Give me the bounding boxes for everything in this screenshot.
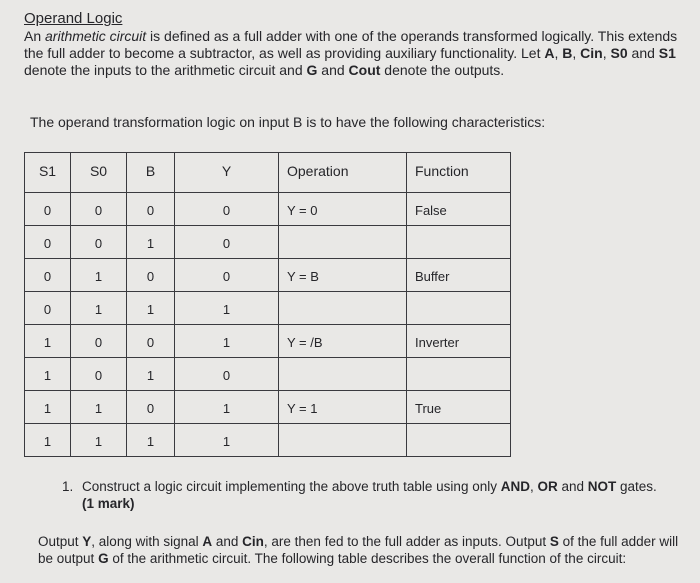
cell-operation <box>279 358 407 391</box>
outro-text: of the full adder will be output <box>38 534 679 566</box>
intro-bold: Cout <box>348 62 381 78</box>
cell-s0: 1 <box>71 259 127 292</box>
intro-bold: G <box>306 62 318 78</box>
intro-text: , <box>572 45 581 61</box>
intro-bold: A <box>544 45 555 61</box>
cell-y: 1 <box>175 424 279 457</box>
header-function: Function <box>407 153 511 193</box>
intro-bold: S1 <box>658 45 676 61</box>
truth-table <box>24 152 511 457</box>
cell-operation <box>279 424 407 457</box>
intro-text: denote the outputs. <box>380 62 505 78</box>
cell-operation: Y = B <box>279 259 407 292</box>
table-row <box>25 424 511 457</box>
outro-text: of the arithmetic circuit. The following table describes the overall function of the circuit: <box>108 551 627 566</box>
cell-s0: 1 <box>71 292 127 325</box>
cell-function <box>407 358 511 391</box>
table-row <box>25 259 511 292</box>
table-row <box>25 193 511 226</box>
cell-b: 1 <box>127 292 175 325</box>
table-lead-text: The operand transformation logic on input B is to have the following characteristics: <box>30 114 546 130</box>
cell-b: 0 <box>127 259 175 292</box>
question-bold: OR <box>537 479 558 494</box>
outro-text: and <box>212 534 243 549</box>
cell-b: 0 <box>127 193 175 226</box>
question-text: , <box>529 479 538 494</box>
question-bold: AND <box>500 479 530 494</box>
intro-text: , <box>554 45 563 61</box>
cell-b: 1 <box>127 424 175 457</box>
header-operation: Operation <box>279 153 407 193</box>
intro-text: is defined as a full adder with one of the operands transformed logically. This extends the full adder to become a subtractor, as well as providing auxiliary functionality. Let <box>24 28 678 61</box>
intro-bold: Cin <box>580 45 603 61</box>
cell-function: False <box>407 193 511 226</box>
cell-y: 1 <box>175 292 279 325</box>
cell-operation <box>279 226 407 259</box>
cell-s1: 0 <box>25 259 71 292</box>
table-row <box>25 226 511 259</box>
table-row <box>25 292 511 325</box>
header-s0: S0 <box>71 153 127 193</box>
cell-y: 0 <box>175 358 279 391</box>
outro-bold: Cin <box>242 534 264 549</box>
cell-y: 1 <box>175 325 279 358</box>
question-bold: NOT <box>587 479 617 494</box>
question-text: Construct a logic circuit implementing the above truth table using only <box>82 479 501 494</box>
intro-paragraph <box>24 28 696 79</box>
outro-bold: G <box>98 551 109 566</box>
header-b: B <box>127 153 175 193</box>
cell-s0: 0 <box>71 358 127 391</box>
outro-bold: S <box>549 534 559 549</box>
outro-text: , are then fed to the full adder as inputs. Output <box>263 534 550 549</box>
intro-text: and <box>627 45 659 61</box>
question-text: gates. <box>616 479 657 494</box>
table-row <box>25 358 511 391</box>
intro-emphasis: arithmetic circuit <box>45 28 147 44</box>
intro-text: , <box>602 45 611 61</box>
header-y: Y <box>175 153 279 193</box>
outro-bold: A <box>202 534 213 549</box>
cell-operation: Y = 0 <box>279 193 407 226</box>
cell-y: 0 <box>175 193 279 226</box>
cell-s1: 0 <box>25 226 71 259</box>
cell-s1: 0 <box>25 193 71 226</box>
cell-s1: 1 <box>25 325 71 358</box>
cell-s0: 1 <box>71 391 127 424</box>
cell-s1: 1 <box>25 358 71 391</box>
intro-bold: S0 <box>610 45 628 61</box>
cell-s1: 0 <box>25 292 71 325</box>
cell-y: 0 <box>175 259 279 292</box>
question-number: 1. <box>62 479 74 494</box>
cell-function <box>407 226 511 259</box>
table-row <box>25 391 511 424</box>
cell-function <box>407 292 511 325</box>
cell-s0: 0 <box>71 325 127 358</box>
section-title: Operand Logic <box>24 10 123 27</box>
cell-s1: 1 <box>25 391 71 424</box>
outro-bold: Y <box>82 534 92 549</box>
cell-operation: Y = 1 <box>279 391 407 424</box>
cell-b: 0 <box>127 325 175 358</box>
cell-function <box>407 424 511 457</box>
cell-s0: 1 <box>71 424 127 457</box>
header-s1: S1 <box>25 153 71 193</box>
outro-text: , along with signal <box>91 534 203 549</box>
cell-function: Buffer <box>407 259 511 292</box>
cell-function: True <box>407 391 511 424</box>
question-mark: (1 mark) <box>82 496 135 511</box>
intro-text: denote the inputs to the arithmetic circuit and <box>24 62 307 78</box>
outro-text: Output <box>38 534 83 549</box>
question-text: and <box>557 479 588 494</box>
cell-s1: 1 <box>25 424 71 457</box>
cell-y: 0 <box>175 226 279 259</box>
cell-function: Inverter <box>407 325 511 358</box>
cell-operation <box>279 292 407 325</box>
cell-s0: 0 <box>71 193 127 226</box>
cell-b: 1 <box>127 358 175 391</box>
cell-b: 1 <box>127 226 175 259</box>
question-1 <box>62 478 682 512</box>
outro-paragraph <box>38 533 693 567</box>
intro-text: An <box>24 28 46 44</box>
table-header-row <box>25 153 511 193</box>
cell-operation: Y = /B <box>279 325 407 358</box>
cell-b: 0 <box>127 391 175 424</box>
cell-s0: 0 <box>71 226 127 259</box>
intro-text: and <box>317 62 349 78</box>
table-row <box>25 325 511 358</box>
cell-y: 1 <box>175 391 279 424</box>
intro-bold: B <box>562 45 573 61</box>
